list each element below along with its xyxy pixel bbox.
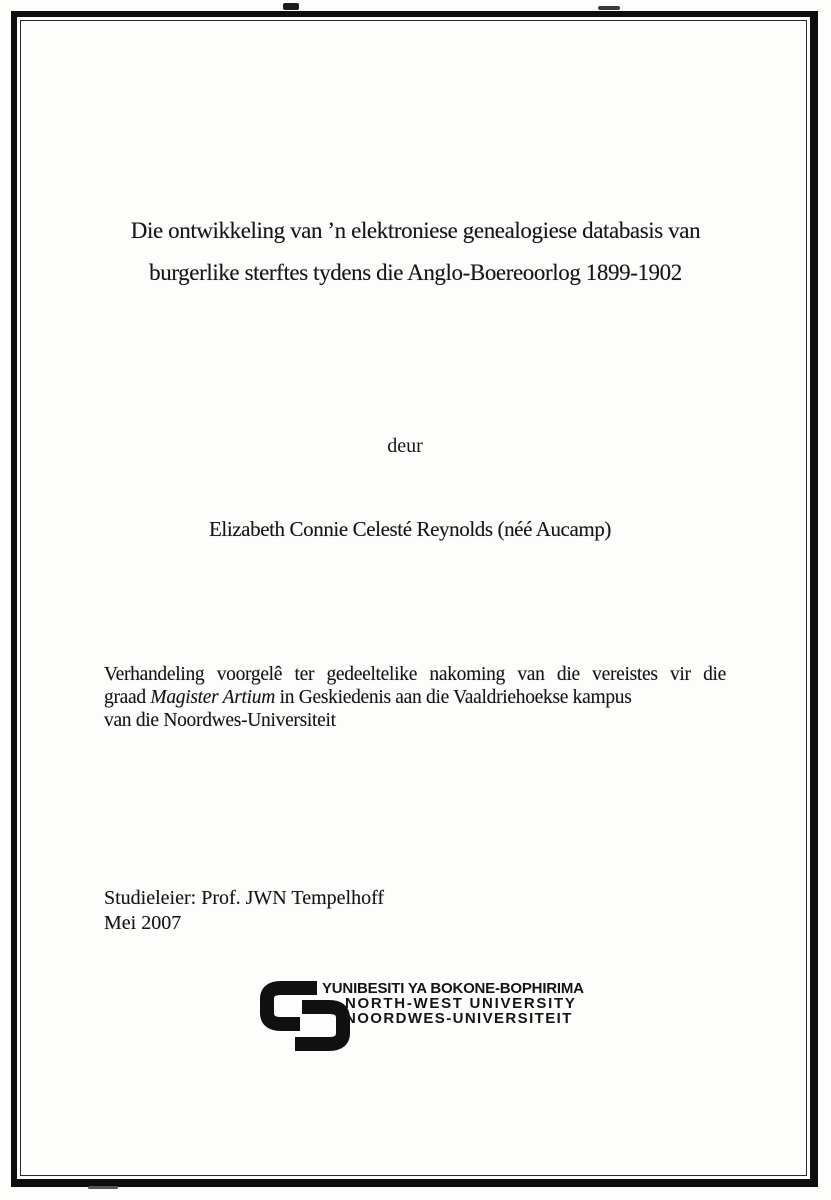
title-line-2: burgerlike sterftes tydens die Anglo-Boereoorlog 1899-1902 [149, 260, 682, 285]
title-line-1: Die ontwikkeling van ’n elektroniese genealogiese databasis van [130, 218, 701, 243]
author-name: Elizabeth Connie Celesté Reynolds (néé Aucamp) [208, 517, 612, 541]
university-logo [260, 981, 590, 1056]
scan-artifact [283, 3, 299, 10]
date-line: Mei 2007 [104, 912, 182, 934]
supervisor-line: Studieleier: Prof. JWN Tempelhoff [104, 887, 385, 909]
logo-line-english: NORTH-WEST UNIVERSITY [345, 995, 577, 1012]
scan-artifact [88, 1186, 118, 1189]
logo-line-afrikaans: NOORDWES-UNIVERSITEIT [345, 1010, 573, 1027]
thesis-title [0, 210, 831, 294]
scan-artifact [598, 6, 620, 10]
degree-statement [104, 663, 726, 732]
degree-line-2-prefix: graad [104, 687, 151, 708]
logo-line-setswana: YUNIBESITI YA BOKONE-BOPHIRIMA [322, 980, 584, 997]
logo-text [322, 981, 584, 1026]
degree-line-1: Verhandeling voorgelê ter gedeeltelike nakoming van die vereistes vir die [104, 664, 726, 685]
degree-line-3: van die Noordwes-Universiteit [104, 710, 336, 731]
degree-name-italic: Magister Artium [150, 687, 275, 708]
degree-line-2-suffix: in Geskiedenis aan die Vaaldriehoekse kampus [275, 687, 632, 708]
supervisor-block [104, 886, 384, 936]
byline-deur: deur [387, 435, 423, 457]
degree-line-2 [104, 686, 726, 709]
